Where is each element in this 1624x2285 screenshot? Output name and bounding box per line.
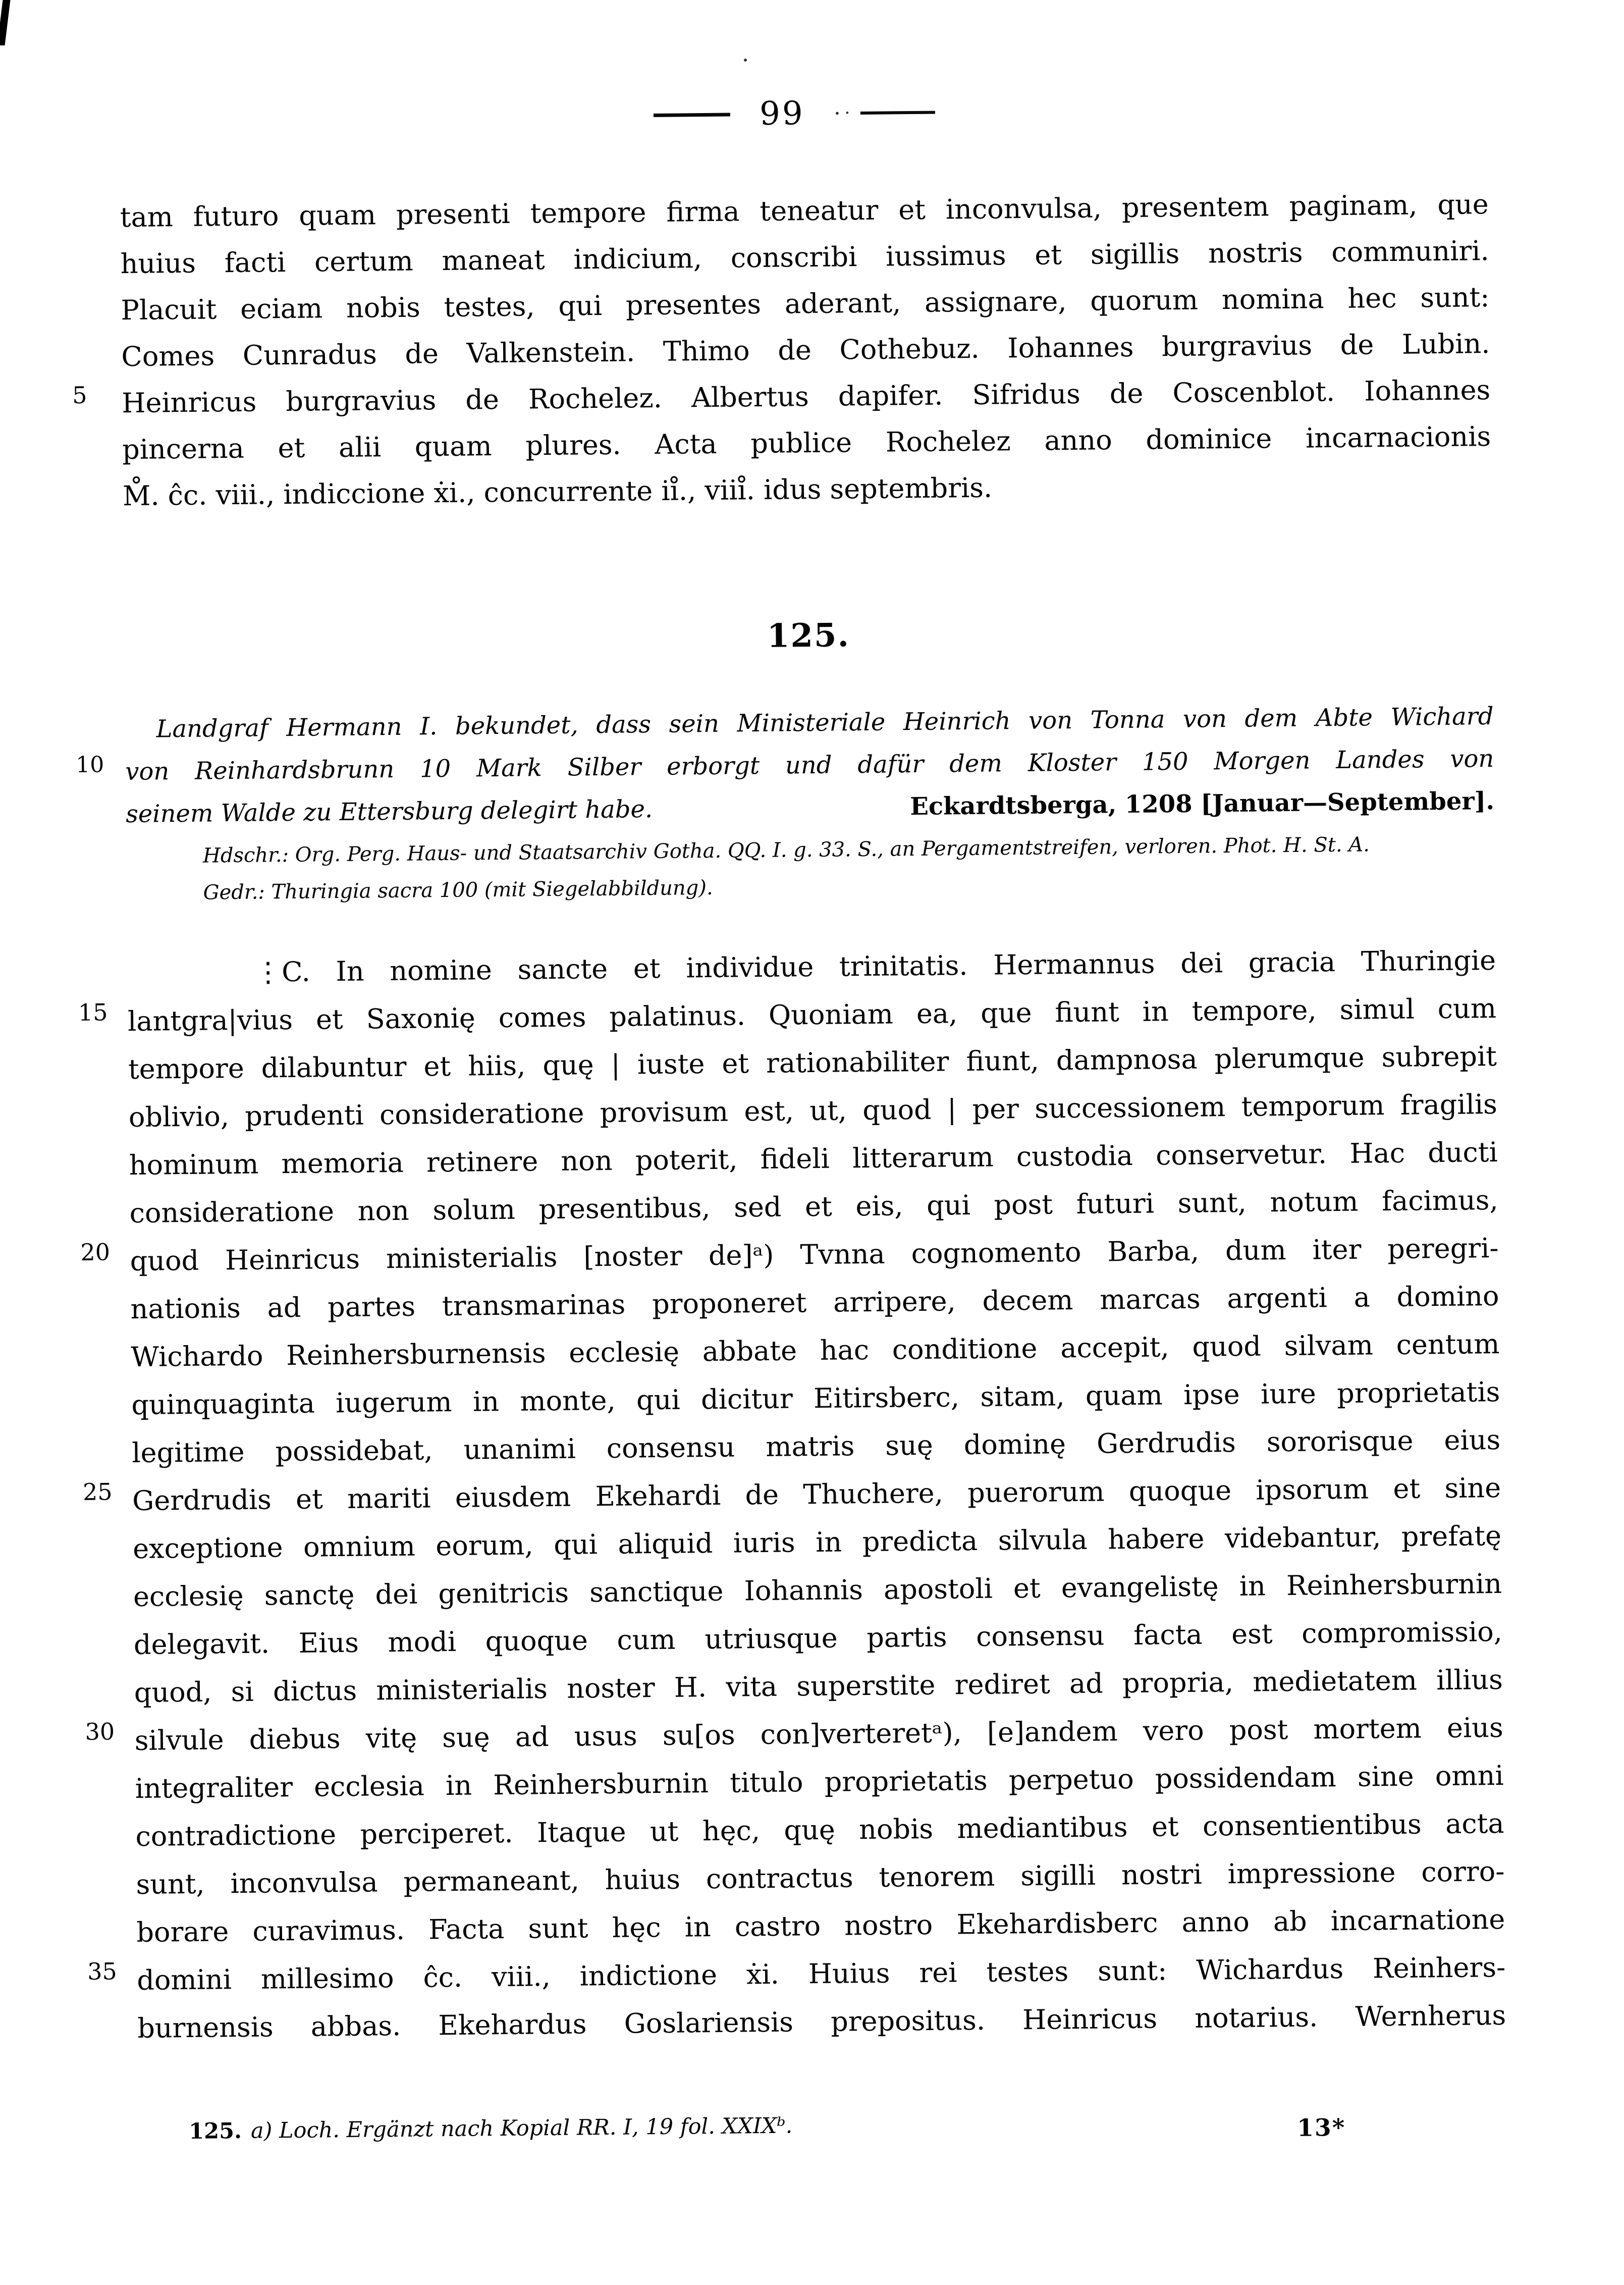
line-text: Landgraf Hermann I. bekundet, dass sein Ministeriale Heinrich von Tonna von dem Abte Wichard <box>156 702 1494 743</box>
line-text: nationis ad partes transmarinas proponeret arripere, decem marcas argenti a domino <box>130 1280 1499 1325</box>
line-text: Placuit eciam nobis testes, qui presentes aderant, assignare, quorum nomina hec sunt: <box>121 281 1490 327</box>
margin-line-number: 20 <box>80 1238 111 1266</box>
line-text: tempore dilabuntur et hiis, quę | iuste et rationabiliter fiunt, dampnosa plerumque subrepit <box>128 1040 1497 1086</box>
line-text: quod, si dictus ministerialis noster H. vita superstite rediret ad propria, medietatem illius <box>134 1663 1503 1709</box>
margin-line-number <box>81 1288 123 1289</box>
line-text: Gedr.: Thuringia sacra 100 (mit Siegelabbildung). <box>203 876 713 905</box>
line-text: hominum memoria retinere non poterit, fideli litterarum custodia conservetur. Hac ducti <box>129 1136 1498 1182</box>
footnote-text: a) Loch. Ergänzt nach Kopial RR. I, 19 fol. XXIXᵇ. <box>250 2113 793 2144</box>
source-note <box>203 825 1488 911</box>
line-text: oblivio, prudenti consideratione provisum est, ut, quod | per successionem temporum fragilis <box>128 1088 1498 1134</box>
line-text: lantgra|vius et Saxonię comes palatinus. Quoniam ea, que fiunt in tempore, simul cum <box>127 992 1497 1038</box>
margin-line-number: 10 <box>75 752 104 778</box>
footnote-entry-number: 125. <box>188 2118 242 2144</box>
regest-text-end: seinem Walde zu Ettersburg delegirt habe. <box>125 795 653 829</box>
line-text: Wichardo Reinhersburnensis ecclesię abbate hac conditione accepit, quod silvam centum <box>131 1327 1500 1373</box>
margin-line-number <box>79 1048 121 1049</box>
margin-line-number <box>87 1911 129 1912</box>
margin-line-number <box>70 197 113 198</box>
margin-line-number <box>82 1384 124 1385</box>
line-text: quinquaginta iugerum in monte, qui dicitur Eitirsberc, sitam, quam ipse iure proprietatis <box>131 1375 1500 1421</box>
scan-speck <box>744 59 747 62</box>
margin-line-number <box>81 1336 124 1337</box>
line-text: quod Heinricus ministerialis [noster de]ᵃ) Tvnna cognomento Barba, dum iter peregri- <box>130 1232 1499 1277</box>
margin-line-number: 5 <box>72 381 87 409</box>
line-text: consideratione non solum presentibus, sed et eis, qui post futuri sunt, notum facimus, <box>129 1184 1498 1230</box>
margin-line-number <box>80 1192 122 1193</box>
line-text: tam futuro quam presenti tempore firma teneatur et inconvulsa, presentem paginam, que <box>120 188 1489 234</box>
header-rule-left <box>654 113 730 117</box>
line-text: sunt, inconvulsa permaneant, huius contractus tenorem sigilli nostri impressione corro- <box>136 1855 1505 1900</box>
line-text: silvule diebus vitę suę ad usus su[os con]verteretᵃ), [e]andem vero post mortem eius <box>134 1711 1503 1757</box>
charter-text <box>78 936 1506 2052</box>
line-text: huius facti certum maneat indicium, conscribi iussimus et sigillis nostris communiri. <box>120 235 1489 280</box>
line-text: integraliter ecclesia in Reinhersburnin titulo proprietatis perpetuo possidendam sine omni <box>135 1759 1504 1804</box>
entry-regest <box>75 695 1495 835</box>
margin-line-number <box>79 1144 122 1145</box>
page-number: 99 <box>759 95 805 133</box>
margin-line-number <box>88 2007 130 2008</box>
line-text: Hdschr.: Org. Perg. Haus- und Staatsarchiv Gotha. QQ. I. g. 33. S., an Pergamentstreifen, verloren. Phot. H. St. A. <box>202 833 1370 868</box>
margin-line-number: 15 <box>78 998 108 1026</box>
line-text: contradictione perciperet. Itaque ut hęc, quę nobis mediantibus et consentientibus acta <box>135 1807 1504 1852</box>
header-scan-dots <box>834 111 854 116</box>
entry-number-heading: 125. <box>767 616 850 655</box>
margin-line-number: 30 <box>85 1718 115 1745</box>
line-text: M̊. ĉc. viii., indiccione ẋi., concurrente ii̊., viii̊. idus septembris. <box>122 471 993 512</box>
line-text: exceptione omnium eorum, qui aliquid iuris in predicta silvula habere videbantur, prefatę <box>132 1519 1502 1565</box>
line-text: Heinricus burgravius de Rochelez. Albertus dapifer. Sifridus de Coscenblot. Iohannes <box>122 374 1491 419</box>
entry-124-continuation-paragraph <box>72 181 1491 519</box>
line-text: ecclesię sanctę dei genitricis sanctique Iohannis apostoli et evangelistę in Reinhersburnin <box>133 1567 1502 1613</box>
margin-line-number: 25 <box>82 1478 113 1506</box>
entry-place-date: Eckardtsberga, 1208 [Januar—September]. <box>910 787 1495 821</box>
margin-line-number <box>79 1096 122 1097</box>
line-text: ⋮C. In nomine sancte et individue trinitatis. Hermannus dei gracia Thuringie <box>254 944 1496 988</box>
line-text: Comes Cunradus de Valkenstein. Thimo de Cothebuz. Iohannes burgravius de Lubin. <box>121 328 1490 373</box>
line-text: delegavit. Eius modi quoque cum utriusque partis consensu facta est compromissio, <box>133 1615 1503 1661</box>
margin-line-number <box>75 711 118 712</box>
line-text: borare curavimus. Facta sunt hęc in castro nostro Ekehardisberc anno ab incarnatione <box>136 1903 1505 1948</box>
regest-lines <box>75 695 1494 793</box>
line-text: legitime possidebat, unanimi consensu matris suę dominę Gerdrudis sororisque eius <box>132 1423 1501 1469</box>
page-header <box>0 87 1597 140</box>
line-text: burnensis abbas. Ekehardus Goslariensis prepositus. Heinricus notarius. Wernherus <box>137 1999 1506 2044</box>
line-text: von Reinhardsbrunn 10 Mark Silber erborgt und dafür dem Kloster 150 Morgen Landes von <box>125 745 1494 786</box>
printer-signature-mark: 13* <box>1297 2113 1346 2142</box>
line-text: Gerdrudis et mariti eiusdem Ekehardi de Thuchere, puerorum quoque ipsorum et sine <box>132 1471 1501 1517</box>
margin-line-number <box>71 290 114 291</box>
footnote <box>189 2108 1349 2144</box>
margin-line-number: 35 <box>87 1957 117 1985</box>
margin-line-number <box>78 952 120 953</box>
line-text: domini millesimo ĉc. viii., indictione ẋi. Huius rei testes sunt: Wichardus Reinhers- <box>137 1951 1506 1996</box>
line-text: pincerna et alii quam plures. Acta publice Rochelez anno dominice incarnacionis <box>122 420 1491 466</box>
header-rule-right <box>860 111 935 115</box>
